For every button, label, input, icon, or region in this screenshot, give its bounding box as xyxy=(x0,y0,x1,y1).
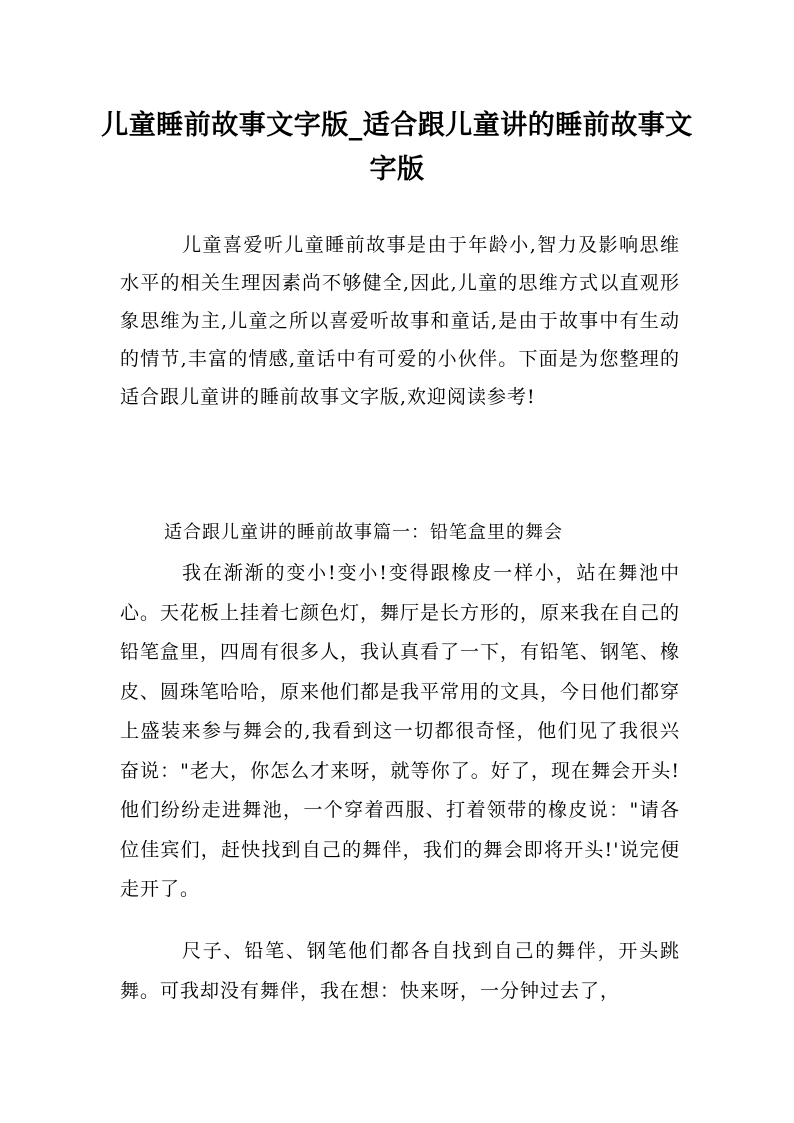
intro-paragraph: 儿童喜爱听儿童睡前故事是由于年龄小,智力及影响思维水平的相关生理因素尚不够健全,因此,儿童的思维方式以直观形象思维为主,儿童之所以喜爱听故事和童话,是由于故事中有生动的情节,丰富的情感,童话中有可爱的小伙伴。下面是为您整理的适合跟儿童讲的睡前故事文字版,欢迎阅读参考! xyxy=(120,234,680,408)
section-heading: 适合跟儿童讲的睡前故事篇一：铅笔盒里的舞会 xyxy=(164,522,563,543)
document-title: 儿童睡前故事文字版_适合跟儿童讲的睡前故事文字版 xyxy=(101,110,693,185)
story-paragraph: 我在渐渐的变小!变小!变得跟橡皮一样小，站在舞池中心。天花板上挂着七颜色灯，舞厅是长方形的，原来我在自己的铅笔盒里，四周有很多人，我认真看了一下，有铅笔、钢笔、橡皮、圆珠笔哈哈，原来他们都是我平常用的文具，今日他们都穿上盛装来参与舞会的,我看到这一切都很奇怪，他们见了我很兴奋说："老大，你怎么才来呀，就等你了。好了，现在舞会开头!他们纷纷走进舞池，一个穿着西服、打着领带的橡皮说："请各位佳宾们，赶快找到自己的舞伴，我们的舞会即将开头!'说完便走开了。 xyxy=(120,562,681,900)
story-paragraph: 尺子、铅笔、钢笔他们都各自找到自己的舞伴，开头跳舞。可我却没有舞伴，我在想：快来呀，一分钟过去了， xyxy=(120,940,680,1002)
